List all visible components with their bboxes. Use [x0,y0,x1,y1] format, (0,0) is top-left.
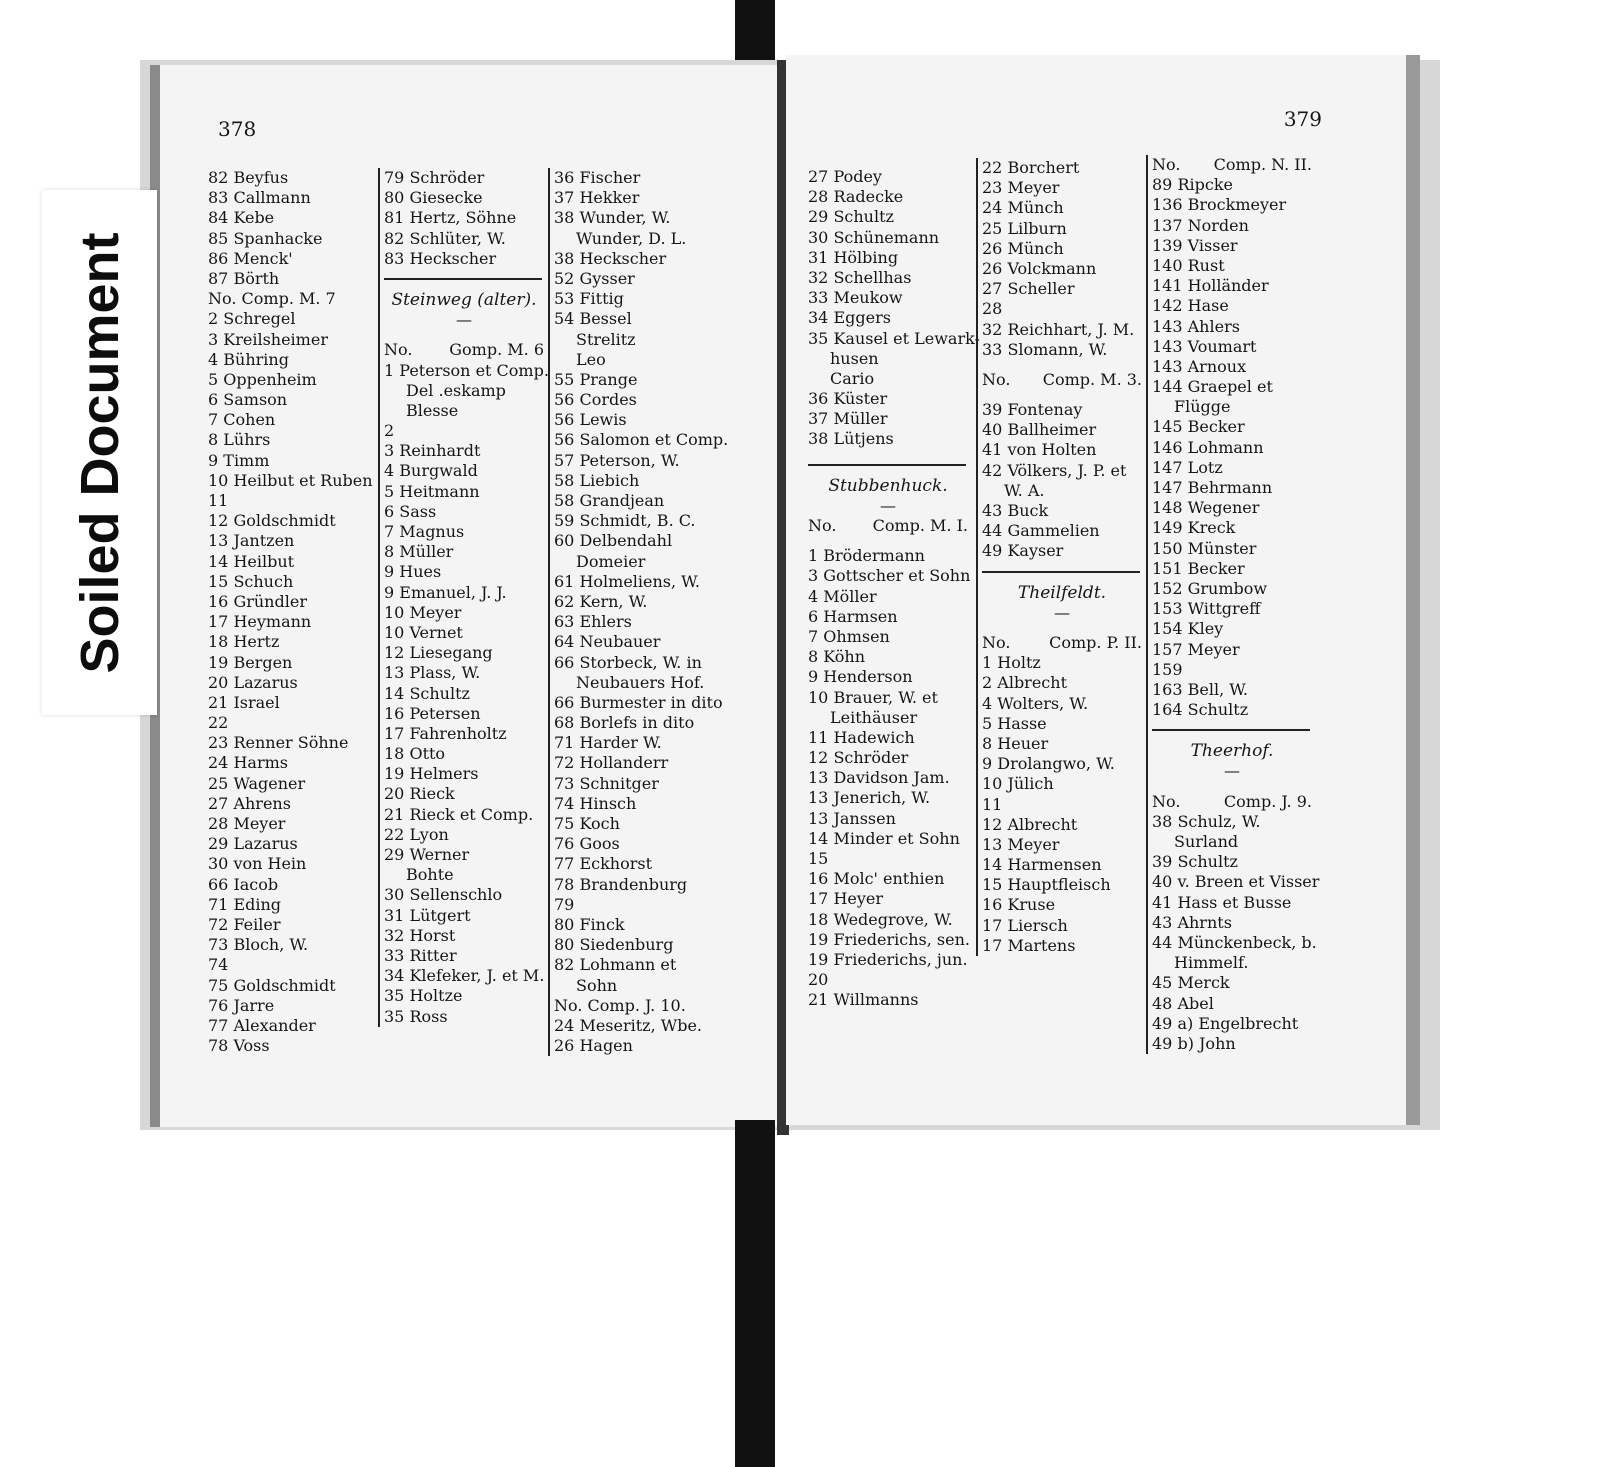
directory-entry: 143 Ahlers [1152,316,1240,336]
directory-entry: 6 Samson [208,390,288,410]
directory-entry: 57 Peterson, W. [554,450,680,470]
directory-entry: 20 Rieck [384,784,455,804]
directory-entry: 49 Kayser [982,541,1064,561]
directory-entry: 82 Lohmann et [554,955,677,975]
directory-entry: 9 Hues [384,562,442,582]
directory-entry: 8 Lührs [208,430,271,450]
directory-entry: 37 Müller [808,409,888,429]
directory-entry: Leithäuser [830,707,918,727]
directory-entry: 25 Wagener [208,773,306,793]
directory-entry: 30 Sellenschlo [384,885,503,905]
directory-entry: 4 Burgwald [384,461,478,481]
directory-entry: 17 Fahrenholtz [384,723,507,743]
directory-entry: 49 b) John [1152,1033,1236,1053]
directory-entry: 15 Hauptfleisch [982,875,1111,895]
company-no: No. [384,340,413,360]
directory-entry: 10 Brauer, W. et [808,687,938,707]
directory-entry: No. Comp. J. 10. [554,995,686,1015]
directory-entry: 29 Werner [384,845,470,865]
directory-entry: 14 Heilbut [208,551,295,571]
directory-entry: 72 Feiler [208,914,281,934]
directory-entry: 15 [808,849,829,869]
right-column-3 [1146,155,1319,1054]
directory-entry: 35 Kausel et Lewark- [808,328,980,348]
directory-entry: 83 Callmann [208,188,311,208]
soiled-document-label [42,190,157,715]
company-row [808,516,968,536]
directory-entry: 32 Horst [384,925,456,945]
directory-entry: Cario [830,368,875,388]
directory-entry: 36 Fischer [554,168,641,187]
street-heading-theerhof: Theerhof. [1190,741,1274,762]
directory-entry: 41 Hass et Busse [1152,892,1292,912]
directory-entry: 33 Ritter [384,945,457,965]
street-heading-stubbenhuck: Stubbenhuck. [828,475,948,496]
directory-entry: 59 Schmidt, B. C. [554,511,696,531]
directory-entry: 17 Heyer [808,889,884,909]
directory-entry: 16 Molc' enthien [808,869,945,889]
directory-entry: 7 Magnus [384,522,465,542]
directory-entry: 20 Lazarus [208,672,298,692]
directory-entry: 22 Lyon [384,824,449,844]
directory-entry: 81 Hertz, Söhne [384,208,517,228]
section-rule [982,571,1140,573]
directory-entry: 23 Renner Söhne [208,733,349,753]
directory-entry: Blesse [406,400,459,420]
directory-entry: Himmelf. [1174,953,1249,973]
directory-entry: 6 Sass [384,501,437,521]
heading-dash: — [1054,602,1070,622]
directory-entry: 26 Münch [982,238,1064,258]
company-code: Comp. M. I. [872,516,968,536]
directory-entry: 147 Lotz [1152,457,1223,477]
directory-entry: 40 v. Breen et Visser [1152,872,1320,892]
directory-entry: Leo [576,349,606,369]
directory-entry: 143 Voumart [1152,336,1257,356]
company-code: Comp. J. 9. [1223,791,1312,811]
directory-entry: 7 Cohen [208,410,276,430]
directory-entry: 1 Peterson et Comp. [384,360,549,380]
directory-entry: 144 Graepel et [1152,377,1273,397]
bookmark-ribbon-bottom [735,1120,775,1467]
directory-entry: 54 Bessel [554,309,632,329]
directory-entry: 56 Salomon et Comp. [554,430,729,450]
directory-entry: 139 Visser [1152,235,1238,255]
left-column-1 [208,168,373,1056]
directory-entry: 10 Heilbut et Ruben [208,470,373,490]
directory-entry: 4 Wolters, W. [982,693,1089,713]
directory-entry: 38 Lütjens [808,429,894,449]
directory-entry: 5 Oppenheim [208,369,317,389]
directory-entry: 39 Schultz [1152,852,1238,872]
directory-entry: 18 Hertz [208,632,280,652]
directory-entry: 159 [1152,659,1183,679]
directory-entry: 142 Hase [1152,296,1229,316]
directory-entry: 9 Timm [208,450,270,470]
directory-entry: 44 Münckenbeck, b. [1152,933,1317,952]
directory-entry: 12 Albrecht [982,814,1078,834]
directory-entry: 152 Grumbow [1152,578,1268,598]
directory-entry: 33 Slomann, W. [982,339,1108,359]
directory-entry: 19 Friederichs, jun. [808,949,968,969]
directory-entry: 16 Petersen [384,703,481,723]
company-row [982,633,1142,653]
directory-entry: 32 Schellhas [808,267,912,287]
directory-entry: 143 Arnoux [1152,356,1247,376]
directory-entry: 13 Plass, W. [384,663,481,683]
directory-entry: 7 Ohmsen [808,626,890,646]
directory-entry: 13 Janssen [808,808,896,828]
directory-entry: Sohn [576,975,618,995]
directory-entry: 21 Willmanns [808,990,919,1010]
directory-entry: 136 Brockmeyer [1152,195,1287,215]
directory-entry: 42 Völkers, J. P. et [982,460,1127,480]
directory-entry: 89 Ripcke [1152,175,1233,195]
directory-entry: 12 Schröder [808,748,909,768]
directory-entry: 8 Müller [384,542,454,562]
directory-entry: 84 Kebe [208,208,275,228]
company-no: No. [1152,155,1181,174]
directory-entry: 17 Heymann [208,612,312,632]
directory-entry: 43 Ahrnts [1152,912,1232,932]
directory-entry: 16 Kruse [982,895,1056,915]
directory-entry: 30 Schünemann [808,227,940,247]
heading-dash: — [1224,761,1240,781]
directory-entry: 153 Wittgreff [1152,599,1261,619]
directory-entry: 78 Brandenburg [554,874,688,894]
directory-entry: 19 Helmers [384,764,479,784]
directory-entry: 18 Otto [384,744,446,764]
directory-entry: 55 Prange [554,369,638,389]
directory-entry: 80 Finck [554,914,625,934]
company-row [1152,792,1312,812]
page-number-right: 379 [1283,107,1322,131]
directory-entry: 1 Holtz [982,653,1041,673]
directory-entry: 15 Schuch [208,571,294,591]
directory-entry: 68 Borlefs in dito [554,713,695,733]
company-code: Gomp. M. 6 [449,340,544,360]
directory-entry: 58 Liebich [554,470,640,490]
directory-entry: Wunder, D. L. [576,228,687,248]
directory-entry: 21 Rieck et Comp. [384,804,534,824]
directory-entry: 10 Vernet [384,622,463,642]
directory-entry: 38 Wunder, W. [554,208,671,228]
directory-entry: 150 Münster [1152,538,1257,558]
directory-entry: Neubauers Hof. [576,672,705,692]
directory-entry: 164 Schultz [1152,700,1249,720]
directory-entry: 32 Reichhart, J. M. [982,319,1135,339]
directory-entry: 33 Meukow [808,288,903,308]
directory-entry: 77 Alexander [208,1015,316,1035]
directory-entry: 9 Henderson [808,667,913,687]
directory-entry: 14 Minder et Sohn [808,828,960,848]
directory-entry: 4 Möller [808,586,877,606]
directory-entry: 41 von Holten [982,440,1097,460]
directory-entry: 12 Goldschmidt [208,511,336,531]
directory-entry: 26 Volckmann [982,258,1097,278]
company-code: Comp. N. II. [1213,155,1312,174]
directory-entry: 3 Reinhardt [384,441,481,461]
directory-entry: 66 Storbeck, W. in [554,652,702,672]
directory-entry: 6 Harmsen [808,606,898,626]
directory-entry: 14 Harmensen [982,855,1102,875]
directory-entry: 12 Liesegang [384,643,493,663]
directory-entry: 35 Holtze [384,986,463,1006]
directory-entry: 29 Lazarus [208,834,298,854]
directory-entry: 66 Burmester in dito [554,692,723,712]
directory-entry: 21 Israel [208,692,280,712]
directory-entry: Domeier [576,551,646,571]
directory-entry: 56 Cordes [554,390,637,410]
right-column-2 [976,158,1142,956]
directory-entry: 71 Harder W. [554,733,662,753]
directory-entry: 30 von Hein [208,854,307,874]
directory-entry: 77 Eckhorst [554,854,653,874]
directory-entry: 163 Bell, W. [1152,679,1248,699]
directory-entry: 8 Heuer [982,733,1049,753]
directory-entry: 62 Kern, W. [554,591,648,611]
directory-entry: 22 Borchert [982,158,1080,177]
directory-entry: 19 Bergen [208,652,293,672]
directory-entry: 61 Holmeliens, W. [554,571,700,591]
directory-entry: 27 Podey [808,167,882,186]
directory-entry: 10 Jülich [982,774,1054,794]
directory-entry: 141 Holländer [1152,276,1269,296]
directory-entry: 52 Gysser [554,268,635,288]
directory-entry: 147 Behrmann [1152,478,1273,498]
directory-entry: 53 Fittig [554,289,624,309]
directory-entry: 22 [208,713,229,733]
directory-entry: 137 Norden [1152,215,1249,235]
company-row [1152,155,1312,175]
directory-entry: 78 Voss [208,1036,270,1056]
directory-entry: 83 Heckscher [384,248,497,268]
company-no: No. [1152,791,1181,811]
directory-entry: husen [830,348,879,368]
directory-entry: 66 Iacob [208,874,279,894]
directory-entry: 27 Scheller [982,279,1075,299]
directory-entry: 8 Köhn [808,647,866,667]
directory-entry: 73 Schnitger [554,773,659,793]
left-column-2 [378,168,549,1027]
heading-dash: — [880,495,896,515]
company-row [384,340,544,360]
directory-entry: 154 Kley [1152,619,1224,639]
company-no: No. [982,632,1011,652]
directory-entry: 86 Menck' [208,248,293,268]
directory-entry: 9 Emanuel, J. J. [384,582,507,602]
directory-entry: 76 Jarre [208,995,275,1015]
right-page [786,55,1420,1125]
directory-entry: 48 Abel [1152,993,1214,1013]
directory-entry: 74 [208,955,229,975]
directory-entry: 1 Brödermann [808,546,925,566]
directory-entry: 145 Becker [1152,417,1245,437]
directory-entry: 31 Hölbing [808,247,899,267]
directory-entry: 11 Hadewich [808,727,915,747]
directory-entry: No. Comp. M. 7 [208,289,336,309]
label-text: Soiled Document [69,231,130,674]
directory-entry: 34 Klefeker, J. et M. [384,966,545,986]
section-rule [384,278,542,280]
directory-entry: 3 Kreilsheimer [208,329,328,349]
section-rule [1152,729,1310,731]
directory-entry: 80 Siedenburg [554,935,674,955]
directory-entry: 24 Münch [982,198,1064,218]
company-no: No. [982,369,1011,389]
directory-entry: 13 Meyer [982,834,1060,854]
directory-entry: 13 Jenerich, W. [808,788,931,808]
directory-entry: 157 Meyer [1152,639,1240,659]
company-code: Comp. M. 3. [1042,369,1142,389]
directory-entry: 23 Meyer [982,178,1060,198]
directory-entry: 87 Börth [208,268,280,288]
directory-entry: 28 Meyer [208,814,286,833]
directory-entry: 79 [554,894,575,914]
directory-entry: 80 Giesecke [384,188,483,208]
directory-entry: Strelitz [576,329,636,349]
directory-entry: Bohte [406,865,454,885]
directory-entry: 27 Ahrens [208,793,291,813]
left-column-3 [548,168,728,1056]
directory-entry: 19 Friederichs, sen. [808,929,970,949]
directory-entry: 35 Ross [384,1006,448,1026]
directory-entry: 5 Heitmann [384,481,480,501]
directory-entry: 71 Eding [208,894,282,914]
directory-entry: 56 Lewis [554,410,627,430]
directory-entry: 28 [982,299,1003,319]
directory-entry: 5 Hasse [982,713,1047,733]
directory-entry: 10 Meyer [384,602,462,622]
heading-dash: — [456,310,472,330]
directory-entry: 58 Grandjean [554,491,665,510]
directory-entry: 11 [208,491,229,510]
directory-entry: 72 Hollanderr [554,753,669,773]
directory-entry: 36 Küster [808,389,888,409]
directory-entry: 2 Albrecht [982,673,1067,693]
directory-entry: 82 Schlüter, W. [384,228,506,248]
directory-entry: 4 Bühring [208,349,289,369]
directory-entry: 3 Gottscher et Sohn [808,566,971,586]
directory-entry: 26 Hagen [554,1036,633,1056]
directory-entry: 82 Beyfus [208,168,289,187]
directory-entry: 149 Kreck [1152,518,1236,538]
directory-entry: 2 Schregel [208,309,296,329]
directory-entry: 151 Becker [1152,558,1245,578]
directory-entry: 146 Lohmann [1152,437,1264,457]
section-rule [808,464,966,466]
directory-entry: 14 Schultz [384,683,470,703]
directory-entry: 28 Radecke [808,187,904,207]
directory-entry: 43 Buck [982,501,1049,521]
directory-entry: 79 Schröder [384,168,485,187]
directory-entry: 64 Neubauer [554,632,661,652]
directory-entry: 60 Delbendahl [554,531,673,551]
directory-entry: 24 Harms [208,753,288,773]
directory-entry: 44 Gammelien [982,521,1100,541]
directory-entry: 24 Meseritz, Wbe. [554,1015,703,1035]
street-heading-steinweg: Steinweg (alter). [391,289,537,310]
directory-entry: 38 Schulz, W. [1152,811,1261,831]
directory-entry: 39 Fontenay [982,400,1083,420]
directory-entry: 148 Wegener [1152,498,1260,518]
directory-entry: 11 [982,794,1003,814]
directory-entry: 31 Lütgert [384,905,471,925]
directory-entry: 40 Ballheimer [982,420,1097,440]
company-no: No. [808,516,837,536]
directory-entry: 9 Drolangwo, W. [982,754,1115,774]
directory-entry: Surland [1174,832,1239,852]
right-column-1 [808,167,980,1011]
page-number-left: 378 [218,117,257,141]
left-page [150,65,790,1127]
directory-entry: Del .eskamp [406,380,506,400]
directory-entry: 45 Merck [1152,973,1230,993]
directory-entry: 140 Rust [1152,255,1225,275]
directory-entry: 17 Liersch [982,915,1068,935]
directory-entry: 34 Eggers [808,308,891,328]
directory-entry: 2 [384,421,395,441]
company-code: Comp. P. II. [1049,632,1142,652]
directory-entry: 17 Martens [982,935,1076,955]
directory-entry: 49 a) Engelbrecht [1152,1013,1299,1033]
directory-entry: 20 [808,970,829,990]
directory-entry: 76 Goos [554,834,620,854]
directory-entry: 73 Bloch, W. [208,935,309,955]
directory-entry: 16 Gründler [208,591,307,611]
directory-entry: Flügge [1174,397,1231,417]
directory-entry: 13 Jantzen [208,531,295,551]
directory-entry: 75 Goldschmidt [208,975,336,995]
directory-entry: W. A. [1004,480,1045,500]
directory-entry: 29 Schultz [808,207,894,227]
directory-entry: 85 Spanhacke [208,228,323,248]
directory-entry: 63 Ehlers [554,612,632,632]
directory-entry: 75 Koch [554,814,620,833]
directory-entry: 13 Davidson Jam. [808,768,950,788]
directory-entry: 37 Hekker [554,188,640,208]
directory-entry: 25 Lilburn [982,218,1067,238]
company-row [982,370,1142,390]
directory-entry: 38 Heckscher [554,248,667,268]
directory-entry: 74 Hinsch [554,793,637,813]
directory-entry: 18 Wedegrove, W. [808,909,953,929]
street-heading-theilfeldt: Theilfeldt. [1017,582,1107,603]
